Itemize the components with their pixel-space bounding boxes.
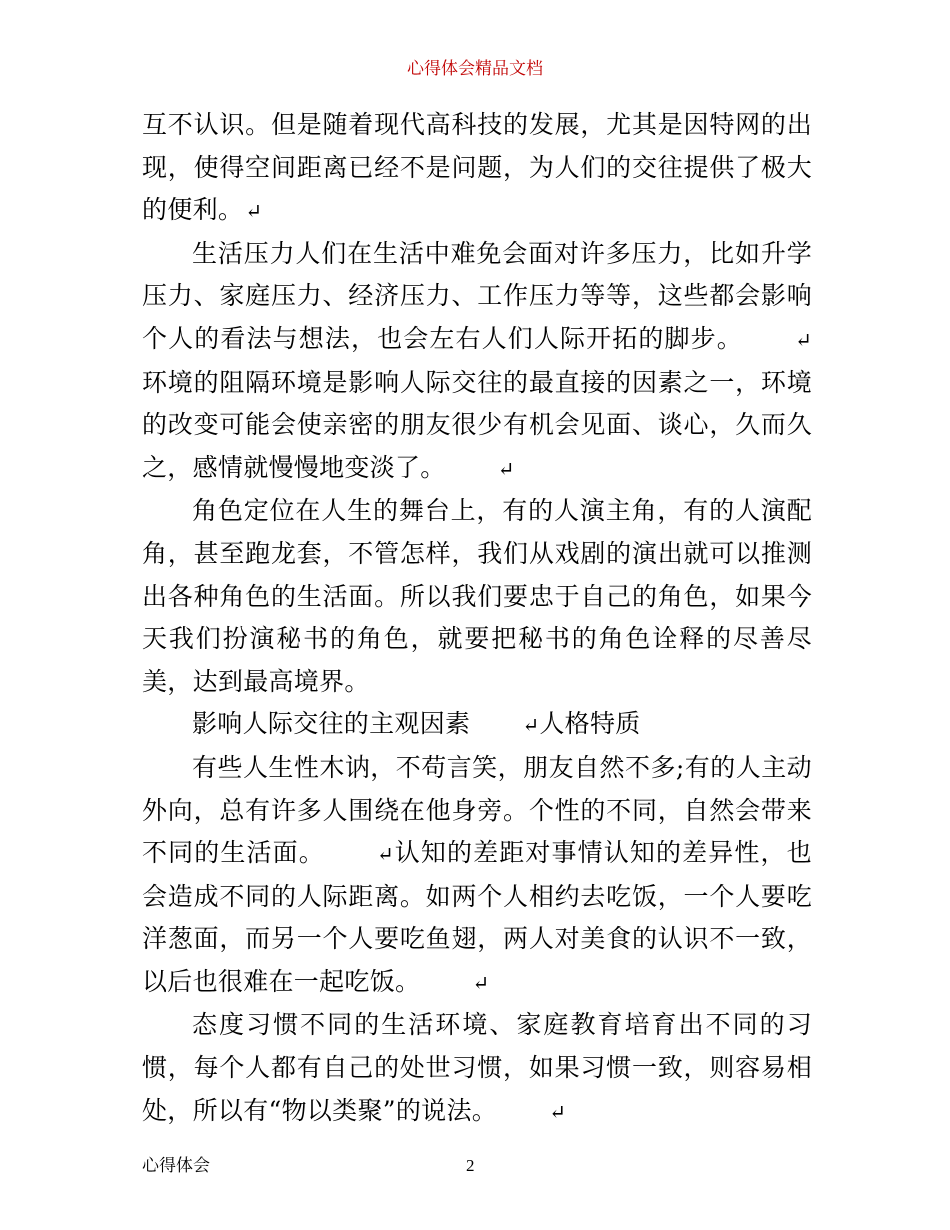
page-footer-label: 心得体会 bbox=[142, 1156, 210, 1176]
paragraph-1 bbox=[142, 104, 812, 233]
paragraph-mark-icon: ↵ bbox=[497, 456, 515, 481]
paragraph-2 bbox=[142, 233, 812, 491]
paragraph-3 bbox=[142, 490, 812, 703]
paragraph-mark-icon: ↵ bbox=[549, 1099, 567, 1124]
paragraph-tail-text: 人格特质 bbox=[539, 709, 641, 739]
paragraph-mark-icon: ↵ bbox=[472, 970, 490, 995]
page-header-title: 心得体会精品文档 bbox=[407, 59, 543, 79]
paragraph-mark-icon: ↵ bbox=[794, 327, 812, 352]
paragraph-mark-icon: ↵ bbox=[522, 713, 540, 738]
paragraph-text: 互不认识。但是随着现代高科技的发展，尤其是因特网的出现，使得空间距离已经不是问题，为人们的交往提供了极大的便利。 bbox=[142, 110, 812, 225]
paragraph-text: 态度习惯不同的生活环境、家庭教育培育出不同的习惯，每个人都有自己的处世习惯，如果习惯一致，则容易相处，所以有“物以类聚”的说法。 bbox=[142, 1010, 812, 1125]
paragraph-6 bbox=[142, 1004, 812, 1133]
paragraph-text: 影响人际交往的主观因素 bbox=[192, 709, 471, 739]
paragraph-text: 有些人生性木讷，不苟言笑，朋友自然不多;有的人主动外向，总有许多人围绕在他身旁。个性的不同，自然会带来不同的生活面。 bbox=[142, 752, 812, 868]
paragraph-mark-icon: ↵ bbox=[245, 199, 263, 224]
document-body bbox=[142, 104, 812, 1133]
paragraph-tail-text: 认知的差距对事情认知的差异性，也会造成不同的人际距离。如两个人相约去吃饭，一个人要吃洋葱面，而另一个人要吃鱼翅，两人对美食的认识不一致，以后也很难在一起吃饭。 bbox=[142, 838, 812, 996]
paragraph-tail-text: 环境的阻隔环境是影响人际交往的最直接的因素之一，环境的改变可能会使亲密的朋友很少有机会见面、谈心，久而久之，感情就慢慢地变淡了。 bbox=[142, 367, 812, 482]
paragraph-4 bbox=[142, 703, 812, 747]
paragraph-5 bbox=[142, 747, 812, 1005]
paragraph-text: 生活压力人们在生活中难免会面对许多压力，比如升学压力、家庭压力、经济压力、工作压力等等，这些都会影响个人的看法与想法，也会左右人们人际开拓的脚步。 bbox=[142, 238, 812, 353]
paragraph-mark-icon: ↵ bbox=[376, 842, 394, 867]
page-number: 2 bbox=[466, 1156, 475, 1175]
paragraph-text: 角色定位在人生的舞台上，有的人演主角，有的人演配角，甚至跑龙套，不管怎样，我们从戏剧的演出就可以推测出各种角色的生活面。所以我们要忠于自己的角色，如果今天我们扮演秘书的角色，就要把秘书的角色诠释的尽善尽美，达到最高境界。 bbox=[142, 496, 812, 696]
